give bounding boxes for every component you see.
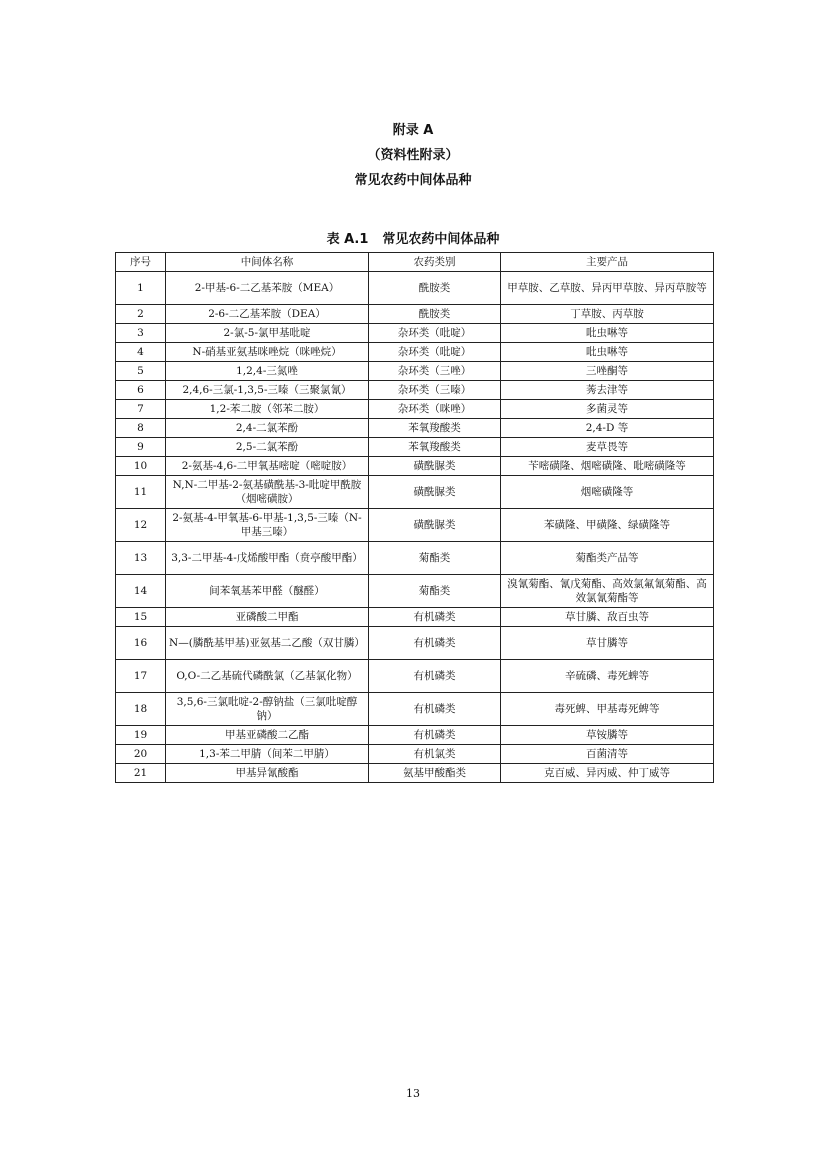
cell-no: 8 [116,419,166,438]
cell-products: 辛硫磷、毒死蜱等 [501,660,714,693]
cell-category: 有机磷类 [369,608,501,627]
table-row [116,381,714,400]
table-row [116,660,714,693]
cell-no: 4 [116,343,166,362]
cell-products: 丁草胺、丙草胺 [501,305,714,324]
cell-no: 20 [116,745,166,764]
cell-products: 草甘膦、敌百虫等 [501,608,714,627]
cell-category: 有机磷类 [369,726,501,745]
cell-category: 有机磷类 [369,693,501,726]
cell-no: 16 [116,627,166,660]
table-row [116,608,714,627]
table-row [116,764,714,783]
appendix-title: 附录 A [392,123,434,138]
cell-no: 3 [116,324,166,343]
cell-name: 3,5,6-三氯吡啶-2-醇钠盐（三氯吡啶醇钠） [166,693,369,726]
cell-no: 14 [116,575,166,608]
cell-category: 磺酰脲类 [369,457,501,476]
cell-products: 吡虫啉等 [501,343,714,362]
header-no: 序号 [116,253,166,272]
intermediates-table [115,252,714,783]
table-row [116,324,714,343]
table-row [116,726,714,745]
header-category: 农药类别 [369,253,501,272]
table-row [116,693,714,726]
header-products: 主要产品 [501,253,714,272]
table-header-row [116,253,714,272]
cell-category: 杂环类（吡啶） [369,343,501,362]
cell-category: 有机氯类 [369,745,501,764]
cell-no: 6 [116,381,166,400]
cell-name: 甲基亚磷酸二乙酯 [166,726,369,745]
cell-name: 2-氨基-4,6-二甲氧基嘧啶（嘧啶胺） [166,457,369,476]
cell-name: N—(膦酰基甲基)亚氨基二乙酸（双甘膦） [166,627,369,660]
cell-category: 有机磷类 [369,627,501,660]
cell-products: 多菌灵等 [501,400,714,419]
table-caption [0,228,826,247]
cell-category: 苯氧羧酸类 [369,419,501,438]
cell-no: 7 [116,400,166,419]
cell-category: 杂环类（咪唑） [369,400,501,419]
cell-products: 吡虫啉等 [501,324,714,343]
cell-products: 苄嘧磺隆、烟嘧磺隆、吡嘧磺隆等 [501,457,714,476]
cell-category: 杂环类（三唑） [369,362,501,381]
cell-products: 苯磺隆、甲磺隆、绿磺隆等 [501,509,714,542]
cell-no: 21 [116,764,166,783]
cell-name: 1,2,4-三氮唑 [166,362,369,381]
cell-category: 杂环类（三嗪） [369,381,501,400]
cell-no: 15 [116,608,166,627]
header-name: 中间体名称 [166,253,369,272]
table-row [116,745,714,764]
table-row [116,542,714,575]
cell-name: 间苯氧基苯甲醛（醚醛） [166,575,369,608]
cell-no: 13 [116,542,166,575]
cell-name: 亚磷酸二甲酯 [166,608,369,627]
cell-name: O,O-二乙基硫代磷酰氯（乙基氯化物） [166,660,369,693]
cell-products: 三唑酮等 [501,362,714,381]
cell-name: 2-氨基-4-甲氧基-6-甲基-1,3,5-三嗪（N-甲基三嗪） [166,509,369,542]
cell-no: 10 [116,457,166,476]
table-row [116,509,714,542]
cell-products: 莠去津等 [501,381,714,400]
cell-name: 1,3-苯二甲腈（间苯二甲腈） [166,745,369,764]
cell-category: 菊酯类 [369,575,501,608]
cell-products: 百菌清等 [501,745,714,764]
table-row [116,438,714,457]
cell-no: 17 [116,660,166,693]
cell-no: 12 [116,509,166,542]
cell-name: 3,3-二甲基-4-戊烯酸甲酯（贲亭酸甲酯） [166,542,369,575]
table-row [116,272,714,305]
page-number: 13 [406,1087,420,1100]
table-row [116,362,714,381]
cell-category: 杂环类（吡啶） [369,324,501,343]
cell-category: 有机磷类 [369,660,501,693]
cell-products: 毒死蜱、甲基毒死蜱等 [501,693,714,726]
table-row [116,400,714,419]
cell-products: 菊酯类产品等 [501,542,714,575]
cell-products: 克百威、异丙威、仲丁威等 [501,764,714,783]
table-row [116,476,714,509]
cell-no: 5 [116,362,166,381]
cell-category: 磺酰脲类 [369,509,501,542]
cell-no: 11 [116,476,166,509]
cell-category: 菊酯类 [369,542,501,575]
cell-products: 麦草畏等 [501,438,714,457]
cell-products: 草甘膦等 [501,627,714,660]
cell-no: 19 [116,726,166,745]
cell-no: 18 [116,693,166,726]
cell-category: 苯氧羧酸类 [369,438,501,457]
table-row [116,575,714,608]
cell-category: 酰胺类 [369,272,501,305]
cell-products: 草铵膦等 [501,726,714,745]
cell-products: 烟嘧磺隆等 [501,476,714,509]
appendix-heading: 常见农药中间体品种 [354,173,472,188]
cell-name: N,N-二甲基-2-氨基磺酰基-3-吡啶甲酰胺（烟嘧磺胺） [166,476,369,509]
cell-category: 酰胺类 [369,305,501,324]
cell-products: 甲草胺、乙草胺、异丙甲草胺、异丙草胺等 [501,272,714,305]
table-row [116,419,714,438]
cell-name: 1,2-苯二胺（邻苯二胺） [166,400,369,419]
cell-name: 2-甲基-6-二乙基苯胺（MEA） [166,272,369,305]
table-caption-number: 表 A.1 [326,232,369,247]
table-row [116,457,714,476]
appendix-subtitle: （资料性附录） [367,148,459,163]
cell-category: 磺酰脲类 [369,476,501,509]
cell-no: 2 [116,305,166,324]
cell-products: 2,4-D 等 [501,419,714,438]
cell-no: 9 [116,438,166,457]
cell-products: 溴氰菊酯、氰戊菊酯、高效氯氟氰菊酯、高效氯氰菊酯等 [501,575,714,608]
cell-no: 1 [116,272,166,305]
table-row [116,627,714,660]
cell-name: 2-氯-5-氯甲基吡啶 [166,324,369,343]
table-row [116,305,714,324]
cell-name: 甲基异氰酸酯 [166,764,369,783]
table-row [116,343,714,362]
cell-name: 2-6-二乙基苯胺（DEA） [166,305,369,324]
table-body [116,272,714,783]
cell-name: N-硝基亚氨基咪唑烷（咪唑烷） [166,343,369,362]
table-caption-title: 常见农药中间体品种 [382,232,500,247]
cell-name: 2,5-二氯苯酚 [166,438,369,457]
cell-name: 2,4-二氯苯酚 [166,419,369,438]
cell-name: 2,4,6-三氯-1,3,5-三嗪（三聚氯氰） [166,381,369,400]
cell-category: 氨基甲酸酯类 [369,764,501,783]
